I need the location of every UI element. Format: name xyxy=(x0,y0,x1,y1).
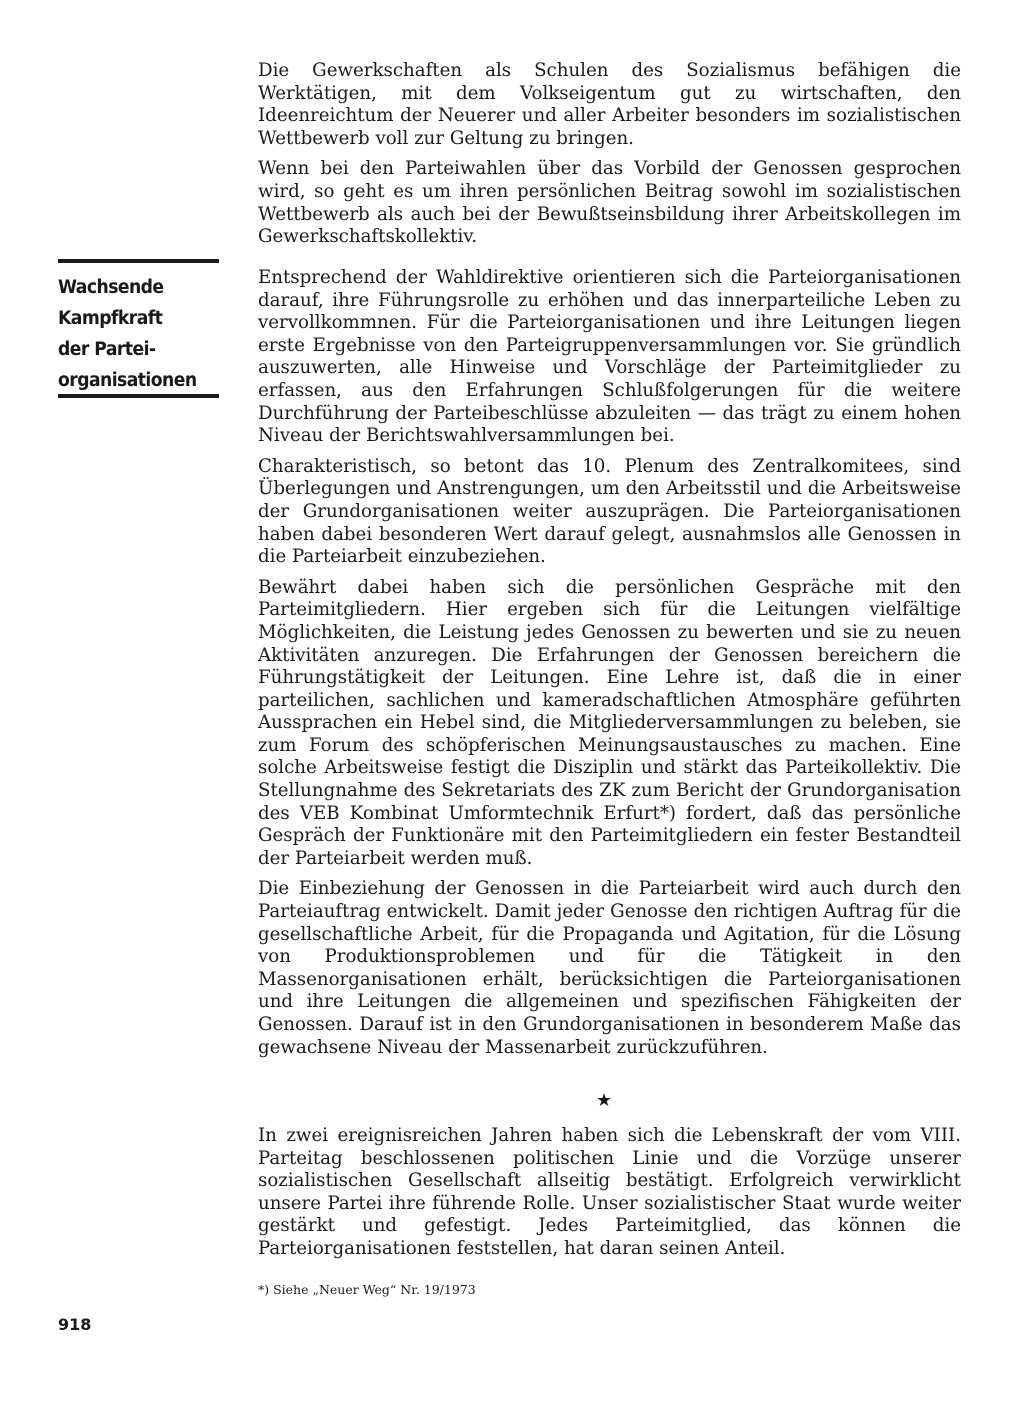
paragraph-plenum: Charakteristisch, so betont das 10. Plenum des Zentralkomitees, sind Überlegungen und Anstrengungen, um den Arbeitsstil und die Arbeitsweise der Grundorganisationen weiter auszuprägen. Die Parteiorganisationen haben dabei besonderen Wert darauf gelegt, ausnahmslos alle Genossen in die Parteiarbeit einzubeziehen. xyxy=(258,455,961,568)
paragraph-wahldirektive: Entsprechend der Wahldirektive orientieren sich die Parteiorganisationen darauf, ihre Führungsrolle zu erhöhen und das innerparteiliche Leben zu vervollkommnen. Für die Parteiorganisationen und ihre Leitungen liegen erste Ergebnisse von den Parteigruppenversammlungen vor. Sie gründlich auszuwerten, alle Hinweise und Vorschläge der Parteimitglieder zu erfassen, aus den Erfahrungen Schlußfolgerungen für die weitere Durchführung der Parteibeschlüsse abzuleiten — das trägt zu einem hohen Niveau der Berichtswahlversammlungen bei. xyxy=(258,267,961,447)
sidebar-rule-bottom xyxy=(58,394,219,398)
paragraph-parteiauftrag: Die Einbeziehung der Genossen in die Parteiarbeit wird auch durch den Parteiauftrag entwickelt. Damit jeder Genosse den richtigen Auftrag für die gesellschaftliche Arbeit, für die Propaganda und Agitation, für die Lösung von Produktionsproblemen und für die Tätigkeit in den Massenorganisationen erhält, berücksichtigen die Parteiorganisationen und ihre Leitungen die allgemeinen und spezifischen Fähigkeiten der Genossen. Darauf ist in den Grundorganisationen in besonderem Maße das gewachsene Niveau der Massenarbeit zurückzuführen. xyxy=(258,878,961,1058)
sidebar-rule-top xyxy=(58,259,219,263)
sidebar-heading-line: der Partei- xyxy=(58,339,156,360)
sidebar-heading-line: Kampfkraft xyxy=(58,308,163,329)
paragraph-parteiwahlen: Wenn bei den Parteiwahlen über das Vorbild der Genossen gesprochen wird, so geht es um ihren persönlichen Beitrag sowohl im sozialistischen Wettbewerb als auch bei der Bewußtseinsbildung ihrer Arbeitskollegen im Gewerkschaftskollektiv. xyxy=(258,158,961,248)
sidebar-heading xyxy=(58,272,209,396)
column-main xyxy=(258,267,961,1059)
footnote: *) Siehe „Neuer Weg“ Nr. 19/1973 xyxy=(258,1282,476,1297)
sidebar-heading-line: organisationen xyxy=(58,370,197,391)
paragraph-closing: In zwei ereignisreichen Jahren haben sich die Lebenskraft der vom VIII. Parteitag beschlossenen politischen Linie und die Vorzüge unserer sozialistischen Gesellschaft allseitig bestätigt. Erfolgreich verwirklicht unsere Partei ihre führende Rolle. Unser sozialistischer Staat wurde weiter gestärkt und gefestigt. Jedes Parteimitglied, das können die Parteiorganisationen feststellen, hat daran seinen Anteil. xyxy=(258,1125,961,1259)
paragraph-gewerkschaften: Die Gewerkschaften als Schulen des Sozialismus befähigen die Werktätigen, mit dem Volkseigentum gut zu wirtschaften, den Ideenreichtum der Neuerer und aller Arbeiter besonders im sozialistischen Wettbewerb voll zur Geltung zu bringen. xyxy=(258,60,961,149)
column-top xyxy=(258,60,961,249)
column-closing xyxy=(258,1125,961,1261)
sidebar-heading-line: Wachsende xyxy=(58,277,164,298)
paragraph-gespraeche: Bewährt dabei haben sich die persönlichen Gespräche mit den Parteimitgliedern. Hier ergeben sich für die Leitungen vielfältige Möglichkeiten, die Leistung jedes Genossen zu bewerten und sie zu neuen Aktivitäten anzuregen. Die Erfahrungen der Genossen bereichern die Führungstätigkeit der Leitungen. Eine Lehre ist, daß die in einer parteilichen, sachlichen und kameradschaftlichen Atmosphäre geführten Aussprachen ein Hebel sind, die Mitgliederversammlungen zu beleben, sie zum Forum des schöpferischen Meinungsaustausches zu machen. Eine solche Arbeitsweise festigt die Disziplin und stärkt das Parteikollektiv. Die Stellungnahme des Sekretariats des ZK zum Bericht der Grundorganisation des VEB Kombinat Umformtechnik Erfurt*) fordert, daß das persönliche Gespräch der Funktionäre mit den Parteimitgliedern ein fester Bestandteil der Parteiarbeit werden muß. xyxy=(258,576,961,869)
section-separator-star: ★ xyxy=(596,1090,613,1111)
page-number: 918 xyxy=(58,1315,92,1334)
